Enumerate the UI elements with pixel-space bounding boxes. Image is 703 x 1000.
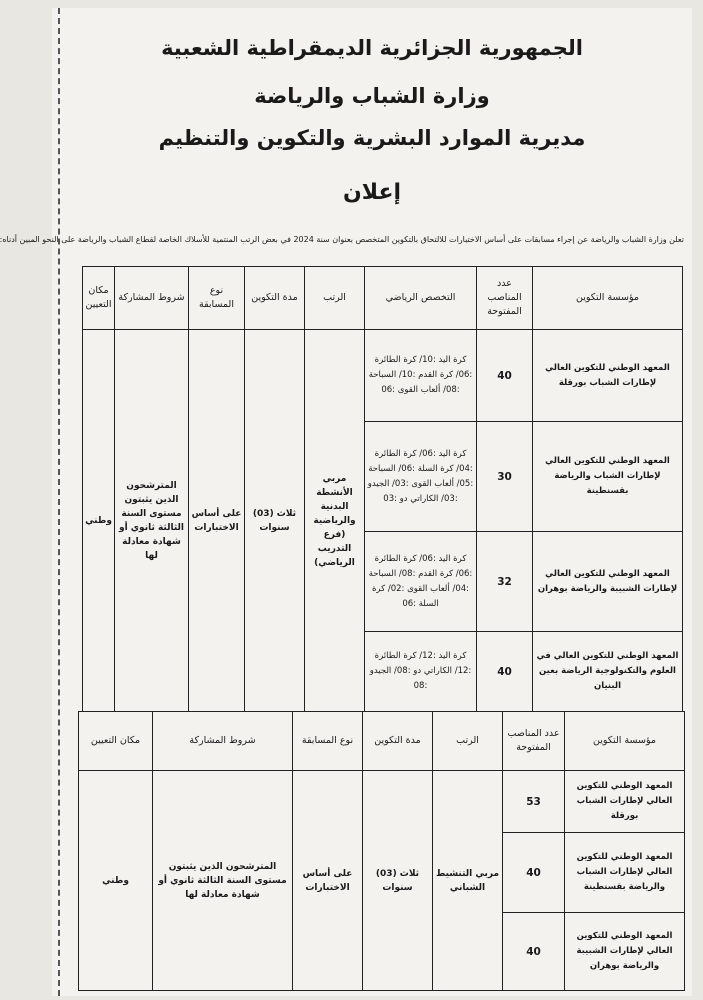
youth-animator-table [78, 711, 685, 991]
col-institution: مؤسسة التكوين [565, 712, 685, 771]
specialty-cell: كرة اليد :10/ كرة الطائرة :06/ كرة القدم :10/ السباحة :08/ ألعاب القوى :06 [365, 330, 477, 422]
institution-cell: المعهد الوطني للتكوين العالي لإطارات الشباب بورقلة [565, 771, 685, 833]
table-header-row [79, 712, 685, 771]
duration-cell: ثلاث (03) سنوات [363, 771, 433, 991]
specialty-cell: كرة اليد :12/ كرة الطائرة :12/ الكاراتي دو :08/ الجيدو :08 [365, 632, 477, 712]
table-row [79, 771, 685, 833]
posts-cell: 53 [503, 771, 565, 833]
col-conditions: شروط المشاركة [153, 712, 293, 771]
posts-cell: 32 [477, 532, 533, 632]
intro-paragraph: تعلن وزارة الشباب والرياضة عن إجراء مسابقات على أساس الاختبارات للالتحاق بالتكوين المتخصص بعنوان سنة 2024 في بعض الرتب المنتمية للأسلاك الخاصة لقطاع الشباب والرياضة على النحو المبين أدناه: [0, 235, 684, 244]
location-cell: وطني [83, 330, 115, 712]
location-cell: وطني [79, 771, 153, 991]
rank-cell: مربي الأنشطة البدنية والرياضية (فرع التدريب الرياضي) [305, 330, 365, 712]
conditions-cell: المترشحون الذين يثبتون مستوى السنة الثالثة ثانوي أو شهادة معادلة لها [153, 771, 293, 991]
table-header-row [83, 267, 683, 330]
conditions-cell: المترشحون الذين يثبتون مستوى السنة الثالثة ثانوي أو شهادة معادلة لها [115, 330, 189, 712]
table-row [83, 330, 683, 422]
institution-cell: المعهد الوطني للتكوين العالي لإطارات الشباب بورقلة [533, 330, 683, 422]
institution-cell: المعهد الوطني للتكوين العالي لإطارات الشبيبة والرياضة بوهران [565, 913, 685, 991]
institution-cell: المعهد الوطني للتكوين العالي لإطارات الشباب والرياضة بقسنطينة [533, 422, 683, 532]
announcement-page [0, 8, 692, 996]
col-posts: عدد المناصب المفتوحة [503, 712, 565, 771]
col-location: مكان التعيين [83, 267, 115, 330]
sports-educator-table [82, 266, 683, 712]
ministry-title: وزارة الشباب والرياضة [254, 84, 490, 108]
col-specialty: التخصص الرياضي [365, 267, 477, 330]
col-posts: عدد المناصب المفتوحة [477, 267, 533, 330]
institution-cell: المعهد الوطني للتكوين العالي في العلوم والتكنولوجية الرياضة بعين البنيان [533, 632, 683, 712]
posts-cell: 40 [503, 833, 565, 913]
specialty-cell: كرة اليد :06/ كرة الطائرة :04/ كرة السلة :06/ السباحة :05/ ألعاب القوى :03/ الجيدو :03/ الكاراتي دو :03 [365, 422, 477, 532]
republic-title: الجمهورية الجزائرية الديمقراطية الشعبية [161, 36, 583, 60]
col-competition-type: نوع المسابقة [189, 267, 245, 330]
posts-cell: 40 [503, 913, 565, 991]
posts-cell: 40 [477, 330, 533, 422]
col-location: مكان التعيين [79, 712, 153, 771]
col-duration: مدة التكوين [245, 267, 305, 330]
posts-cell: 30 [477, 422, 533, 532]
duration-cell: ثلاث (03) سنوات [245, 330, 305, 712]
posts-cell: 40 [477, 632, 533, 712]
col-rank: الرتب [433, 712, 503, 771]
specialty-cell: كرة اليد :06/ كرة الطائرة :06/ كرة القدم :08/ السباحة :04/ ألعاب القوى :02/ كرة السلة :06 [365, 532, 477, 632]
competition-type-cell: على أساس الاختبارات [293, 771, 363, 991]
col-duration: مدة التكوين [363, 712, 433, 771]
directorate-title: مديرية الموارد البشرية والتكوين والتنظيم [158, 126, 586, 150]
rank-cell: مربي التنشيط الشباني [433, 771, 503, 991]
col-institution: مؤسسة التكوين [533, 267, 683, 330]
institution-cell: المعهد الوطني للتكوين العالي لإطارات الشباب والرياضة بقسنطينة [565, 833, 685, 913]
competition-type-cell: على أساس الاختبارات [189, 330, 245, 712]
col-conditions: شروط المشاركة [115, 267, 189, 330]
col-competition-type: نوع المسابقة [293, 712, 363, 771]
institution-cell: المعهد الوطني للتكوين العالي لإطارات الشبيبة والرياضة بوهران [533, 532, 683, 632]
col-rank: الرتب [305, 267, 365, 330]
page-fold-line [58, 8, 60, 996]
announcement-title: إعلان [342, 180, 402, 205]
